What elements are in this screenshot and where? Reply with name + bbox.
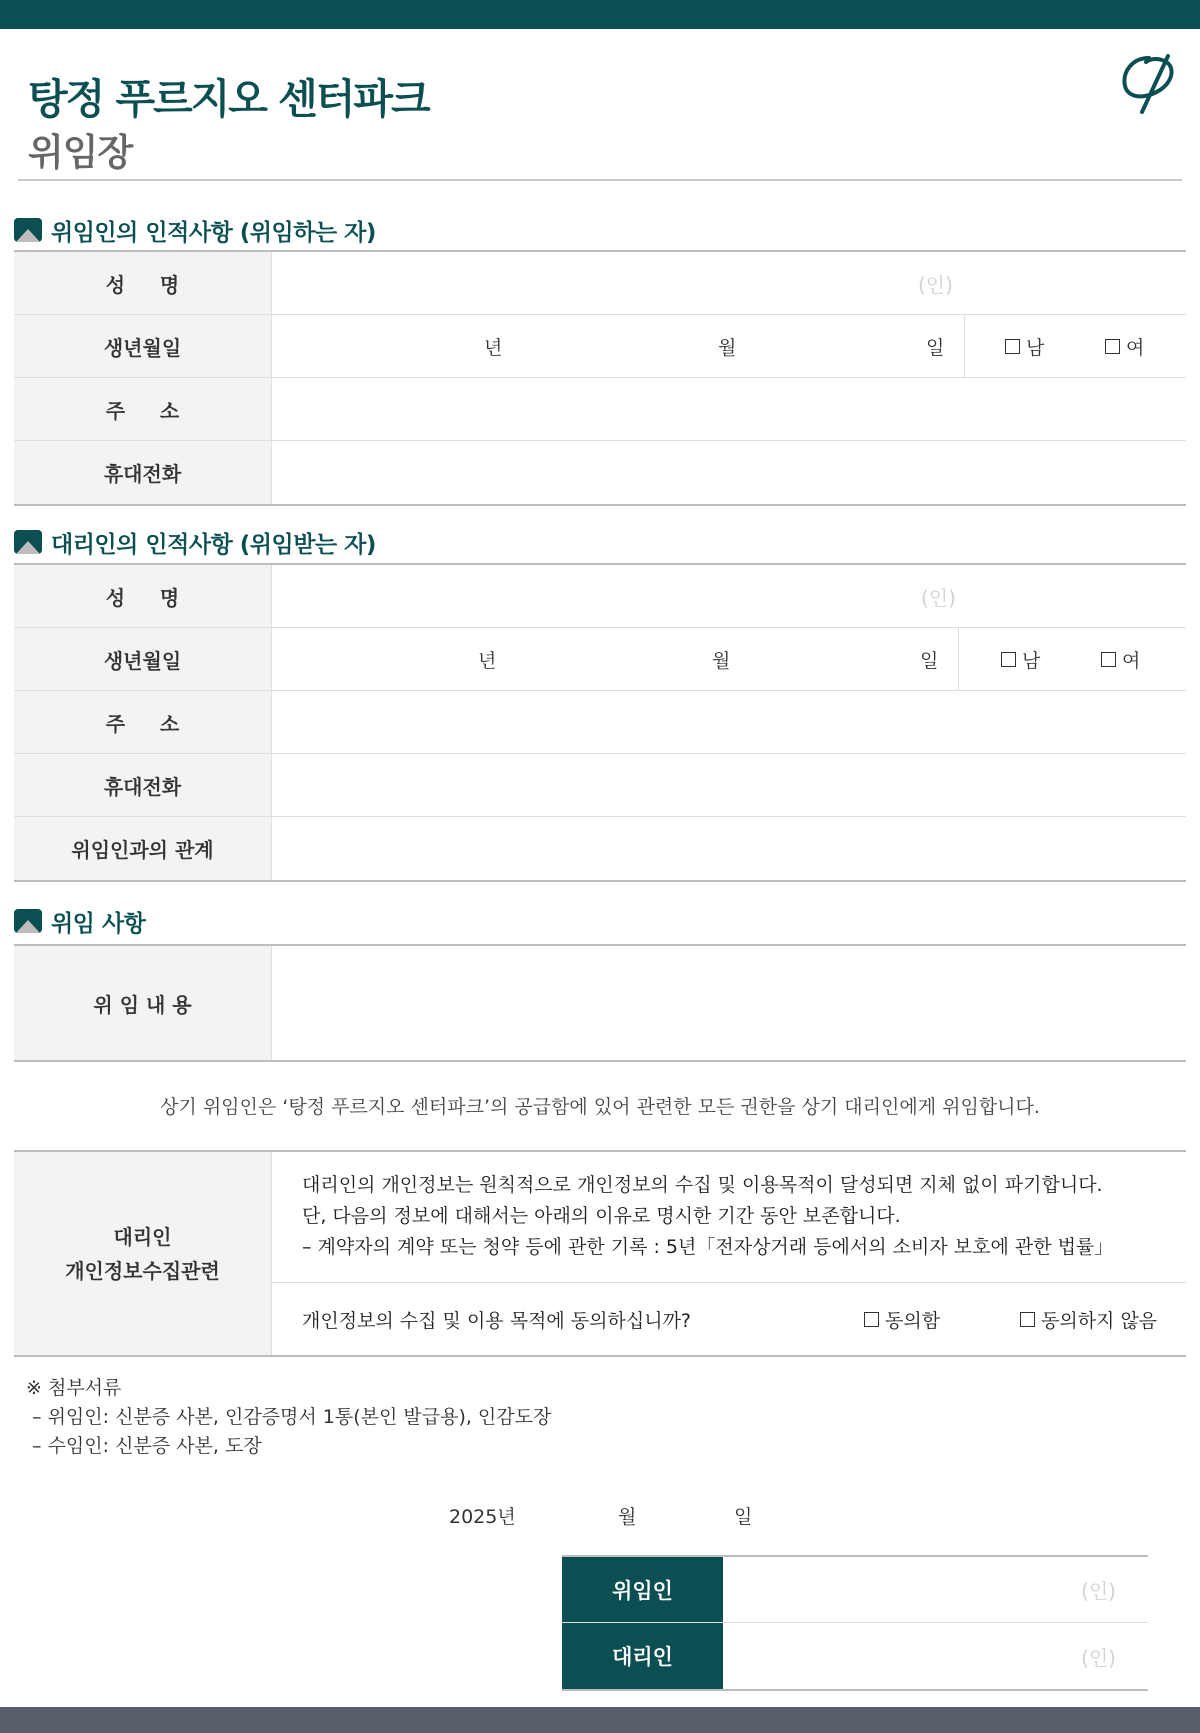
day-unit: 일: [920, 649, 939, 672]
privacy-label-line: 대리인: [113, 1224, 172, 1249]
gender-cell: [958, 628, 1186, 690]
phone-label: 휴대전화: [14, 754, 272, 816]
delegator-table: [14, 250, 1186, 506]
section-agent-header: [14, 527, 376, 557]
day-unit: 일: [926, 336, 945, 359]
privacy-label-line: 개인정보수집관련: [65, 1258, 220, 1283]
section-delegation-header: [14, 906, 145, 936]
gender-male-checkbox[interactable]: 남: [1005, 315, 1044, 377]
table-row: [14, 691, 1186, 754]
seal-mark: (인): [918, 272, 953, 297]
privacy-table: [14, 1150, 1186, 1357]
privacy-label: [14, 1152, 272, 1355]
name-field[interactable]: [272, 565, 1186, 627]
table-row: [14, 378, 1186, 441]
section-title: 위임 사항: [51, 910, 146, 937]
date-year: 2025년: [449, 1506, 516, 1528]
phone-label: 휴대전화: [14, 441, 272, 504]
year-unit: 년: [478, 649, 497, 672]
table-row: [14, 252, 1186, 315]
seal-mark: (인): [921, 585, 956, 610]
bottom-accent-bar: [0, 1707, 1200, 1733]
checkbox-icon: [1001, 652, 1016, 667]
brand-logo-icon: [1116, 50, 1182, 116]
gender-female-checkbox[interactable]: 여: [1101, 628, 1140, 690]
table-row: [14, 754, 1186, 817]
section-title: 위임인의 인적사항 (위임하는 자): [51, 219, 376, 246]
delegation-statement: 상기 위임인은 ‘탕정 푸르지오 센터파크’의 공급함에 있어 관련한 모든 권한을 상기 대리인에게 위임합니다.: [160, 1096, 1040, 1118]
privacy-notice-line: 단, 다음의 정보에 대해서는 아래의 이유로 명시한 기간 동안 보존합니다.: [302, 1205, 901, 1227]
birth-field[interactable]: [272, 315, 964, 377]
mountain-icon: [14, 530, 42, 554]
delegator-sign-label: 위임인: [562, 1557, 723, 1622]
mountain-icon: [14, 218, 42, 242]
birth-label: 생년월일: [14, 315, 272, 377]
table-row: [14, 441, 1186, 504]
table-row: [14, 565, 1186, 628]
consent-question: 개인정보의 수집 및 이용 목적에 동의하십니까?: [302, 1309, 692, 1332]
relation-label: 위임인과의 관계: [14, 817, 272, 880]
table-row: [562, 1557, 1148, 1623]
consent-agree-checkbox[interactable]: 동의함: [864, 1283, 940, 1355]
title-divider: [18, 179, 1182, 181]
attachment-item: – 위임인: 신분증 사본, 인감증명서 1통(본인 발급용), 인감도장: [26, 1406, 552, 1428]
table-row: [14, 817, 1186, 880]
agent-table: [14, 563, 1186, 882]
date-day: 일: [734, 1506, 753, 1528]
privacy-body: [272, 1152, 1186, 1355]
seal-mark: (인): [1081, 1579, 1116, 1603]
table-row: [14, 315, 1186, 378]
delegation-content-label: 위 임 내 용: [14, 946, 272, 1060]
privacy-notice-line: – 계약자의 계약 또는 청약 등에 관한 기록 : 5년「전자상거래 등에서의 소비자 보호에 관한 법률」: [302, 1236, 1114, 1258]
mountain-icon: [14, 909, 42, 933]
name-label: 성 명: [14, 252, 272, 314]
gender-cell: [964, 315, 1186, 377]
relation-field[interactable]: [272, 817, 1186, 880]
delegator-signature-field[interactable]: [723, 1557, 1148, 1622]
phone-field[interactable]: [272, 754, 1186, 816]
name-label: 성 명: [14, 565, 272, 627]
address-label: 주 소: [14, 691, 272, 753]
attachments-heading: ※ 첨부서류: [26, 1377, 122, 1399]
top-accent-bar: [0, 0, 1200, 29]
attachment-item: – 수임인: 신분증 사본, 도장: [26, 1435, 262, 1457]
date-month: 월: [618, 1506, 637, 1528]
delegation-table: [14, 944, 1186, 1062]
signature-table: [562, 1555, 1148, 1691]
year-unit: 년: [484, 336, 503, 359]
birth-field[interactable]: [272, 628, 958, 690]
checkbox-icon: [864, 1312, 879, 1327]
gender-female-checkbox[interactable]: 여: [1105, 315, 1144, 377]
table-row: [14, 628, 1186, 691]
checkbox-icon: [1101, 652, 1116, 667]
document-title: 탕정 푸르지오 센터파크: [28, 75, 429, 123]
consent-disagree-checkbox[interactable]: 동의하지 않음: [1020, 1283, 1157, 1355]
attachments-note: [26, 1374, 551, 1461]
address-field[interactable]: [272, 378, 1186, 440]
month-unit: 월: [712, 649, 731, 672]
checkbox-icon: [1105, 339, 1120, 354]
birth-label: 생년월일: [14, 628, 272, 690]
address-label: 주 소: [14, 378, 272, 440]
section-title: 대리인의 인적사항 (위임받는 자): [51, 531, 376, 558]
privacy-notice: [272, 1152, 1186, 1283]
table-row: [14, 946, 1186, 1060]
section-delegator-header: [14, 215, 376, 245]
seal-mark: (인): [1081, 1645, 1116, 1670]
agent-signature-field[interactable]: [723, 1623, 1148, 1689]
month-unit: 월: [718, 336, 737, 359]
address-field[interactable]: [272, 691, 1186, 753]
agent-sign-label: 대리인: [562, 1623, 723, 1689]
delegation-content-field[interactable]: [272, 946, 1186, 1060]
gender-male-checkbox[interactable]: 남: [1001, 628, 1040, 690]
checkbox-icon: [1005, 339, 1020, 354]
privacy-notice-line: 대리인의 개인정보는 원칙적으로 개인정보의 수집 및 이용목적이 달성되면 지체 없이 파기합니다.: [302, 1174, 1103, 1196]
checkbox-icon: [1020, 1312, 1035, 1327]
table-row: [562, 1623, 1148, 1689]
document-subtitle: 위임장: [28, 131, 133, 174]
phone-field[interactable]: [272, 441, 1186, 504]
name-field[interactable]: [272, 252, 1186, 314]
privacy-consent-row: [272, 1283, 1186, 1355]
